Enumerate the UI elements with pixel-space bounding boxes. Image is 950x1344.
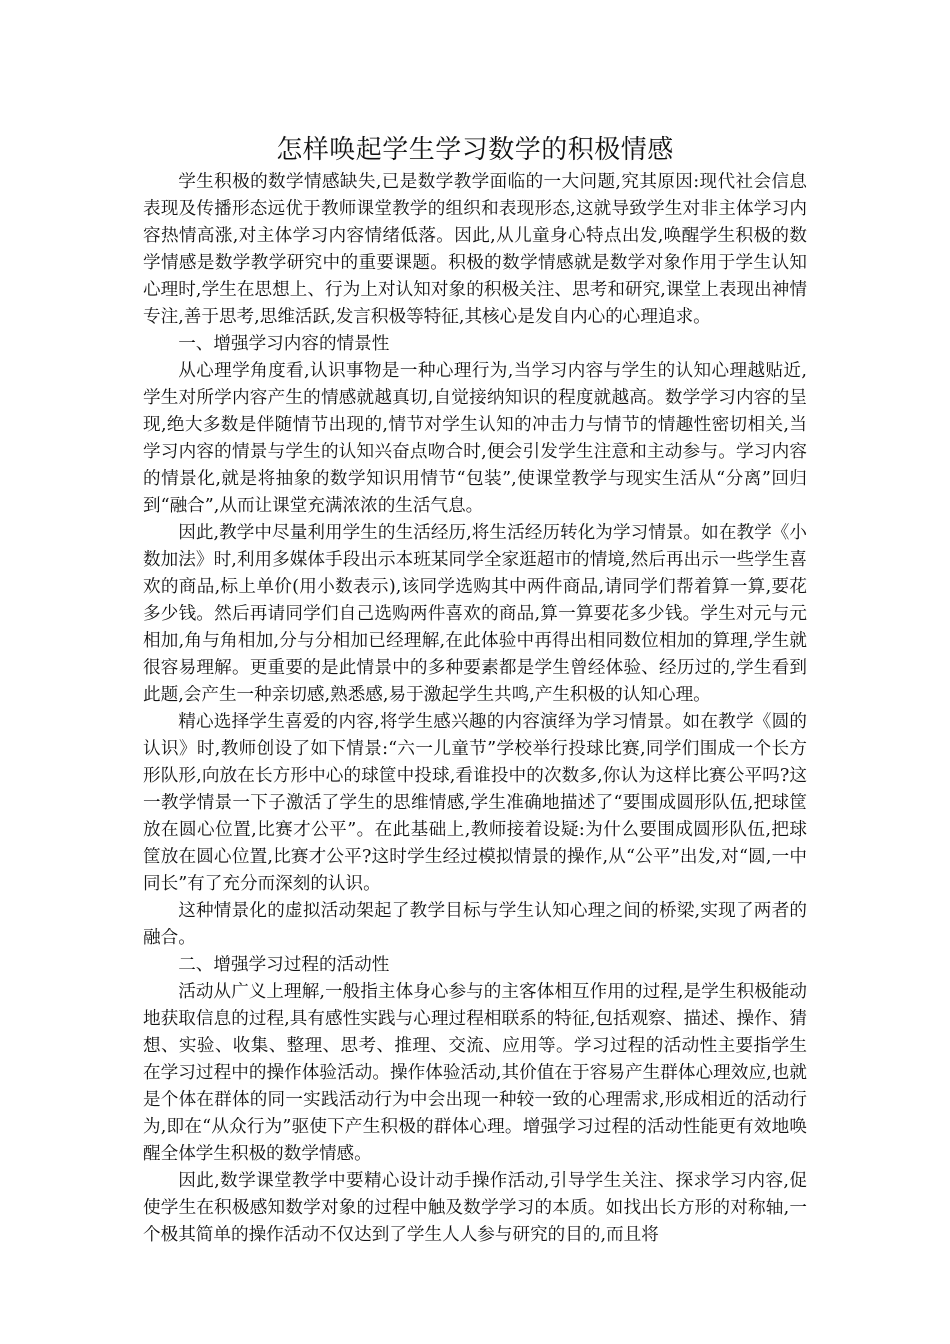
section-heading-2: 二、增强学习过程的活动性: [178, 955, 390, 975]
document-title: 怎样唤起学生学习数学的积极情感: [276, 135, 674, 165]
body-paragraph: 精心选择学生喜爱的内容,将学生感兴趣的内容演绎为学习情景。如在教学《圆的认识》时,教师创设了如下情景:“六一儿童节”学校举行投球比赛,同学们围成一个长方形队形,向放在长方形中心的球筐中投球,看谁投中的次数多,你认为这样比赛公平吗?这一教学情景一下子激活了学生的思维情感,学生准确地描述了“要围成圆形队伍,把球筐放在圆心位置,比赛才公平”。在此基础上,教师接着设疑:为什么要围成圆形队伍,把球筐放在圆心位置,比赛才公平?这时学生经过模拟情景的操作,从“公平”出发,对“圆,一中同长”有了充分而深刻的认识。: [143, 712, 807, 894]
intro-paragraph: 学生积极的数学情感缺失,已是数学教学面临的一大问题,究其原因:现代社会信息表现及传播形态远优于教师课堂教学的组织和表现形态,这就导致学生对非主体学习内容热情高涨,对主体学习内容情绪低落。因此,从儿童身心特点出发,唤醒学生积极的数学情感是数学教学研究中的重要课题。积极的数学情感就是数学对象作用于学生认知心理时,学生在思想上、行为上对认知对象的积极关注、思考和研究,课堂上表现出神情专注,善于思考,思维活跃,发言积极等特征,其核心是发自内心的心理追求。: [143, 172, 807, 327]
body-paragraph: 因此,数学课堂教学中要精心设计动手操作活动,引导学生关注、探求学习内容,促使学生在积极感知数学对象的过程中触及数学学习的本质。如找出长方形的对称轴,一个极其简单的操作活动不仅达到了学生人人参与研究的目的,而且将: [143, 1171, 807, 1245]
body-paragraph: 从心理学角度看,认识事物是一种心理行为,当学习内容与学生的认知心理越贴近,学生对所学内容产生的情感就越真切,自觉接纳知识的程度就越高。数学学习内容的呈现,绝大多数是伴随情节出现的,情节对学生认知的冲击力与情节的情趣性密切相关,当学习内容的情景与学生的认知兴奋点吻合时,便会引发学生注意和主动参与。学习内容的情景化,就是将抽象的数学知识用情节“包装”,使课堂教学与现实生活从“分离”回归到“融合”,从而让课堂充满浓浓的生活气息。: [143, 361, 807, 516]
body-paragraph: 活动从广义上理解,一般指主体身心参与的主客体相互作用的过程,是学生积极能动地获取信息的过程,具有感性实践与心理过程相联系的特征,包括观察、描述、操作、猜想、实验、收集、整理、思考、推理、交流、应用等。学习过程的活动性主要指学生在学习过程中的操作体验活动。操作体验活动,其价值在于容易产生群体心理效应,也就是个体在群体的同一实践活动行为中会出现一种较一致的心理需求,形成相近的活动行为,即在“从众行为”驱使下产生积极的群体心理。增强学习过程的活动性能更有效地唤醒全体学生积极的数学情感。: [143, 982, 807, 1164]
section-heading-1: 一、增强学习内容的情景性: [178, 334, 390, 354]
body-paragraph: 因此,教学中尽量利用学生的生活经历,将生活经历转化为学习情景。如在教学《小数加法》时,利用多媒体手段出示本班某同学全家逛超市的情境,然后再出示一些学生喜欢的商品,标上单价(用小数表示),该同学选购其中两件商品,请同学们帮着算一算,要花多少钱。然后再请同学们自己选购两件喜欢的商品,算一算要花多少钱。学生对元与元相加,角与角相加,分与分相加已经理解,在此体验中再得出相同数位相加的算理,学生就很容易理解。更重要的是此情景中的多种要素都是学生曾经体验、经历过的,学生看到此题,会产生一种亲切感,熟悉感,易于激起学生共鸣,产生积极的认知心理。: [143, 523, 807, 705]
document-page: [143, 133, 807, 1249]
body-paragraph: 这种情景化的虚拟活动架起了教学目标与学生认知心理之间的桥梁,实现了两者的融合。: [143, 901, 807, 948]
